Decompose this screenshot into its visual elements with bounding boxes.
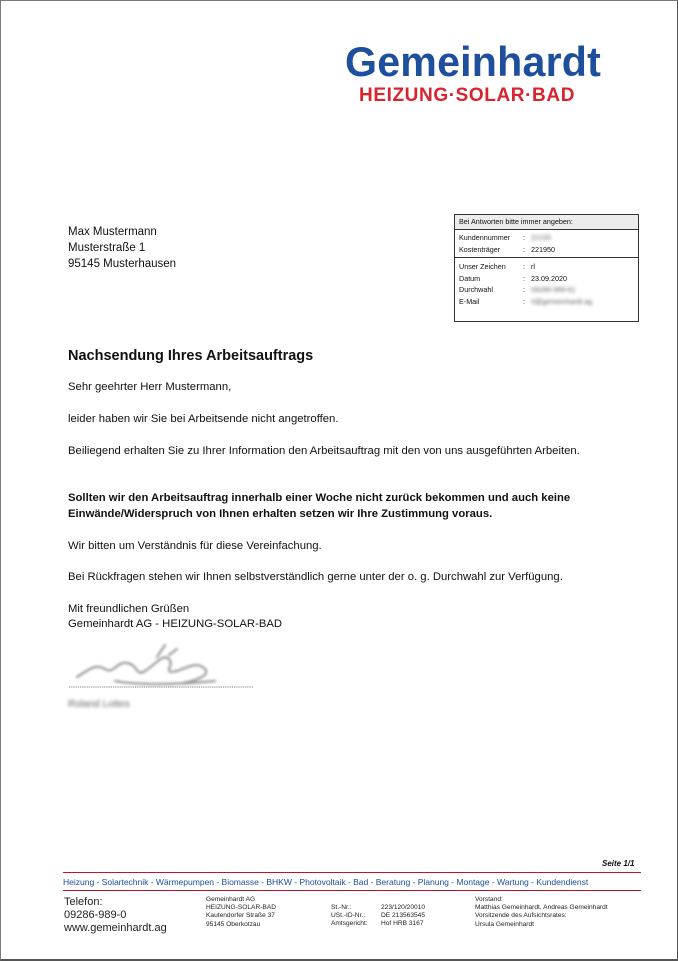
recipient-name: Max Mustermann bbox=[68, 226, 157, 238]
paragraph-not-met: leider haben wir Sie bei Arbeitsende nicht angetroffen. bbox=[68, 413, 339, 425]
reference-row bbox=[459, 296, 634, 308]
closing: Mit freundlichen Grüßen bbox=[68, 603, 190, 615]
email-value: rl@gemeinhardt.ag bbox=[531, 296, 593, 306]
reference-label: Kundennummer bbox=[459, 233, 511, 242]
recipient-street: Musterstraße 1 bbox=[68, 242, 146, 254]
tax-value: Hof HRB 3167 bbox=[381, 920, 424, 928]
reference-row bbox=[459, 261, 634, 273]
reference-row bbox=[459, 284, 634, 296]
footer-board-line: Vorstand: bbox=[475, 896, 503, 903]
footer-divider-bottom bbox=[63, 890, 641, 891]
customer-number-value: 22155 bbox=[531, 233, 551, 242]
reference-row bbox=[459, 273, 634, 285]
footer-address-line: 95145 Oberkotzau bbox=[206, 920, 261, 928]
tax-row bbox=[331, 920, 425, 928]
footer-address-line: HEIZUNG-SOLAR-BAD bbox=[206, 904, 276, 912]
salutation: Sehr geehrter Herr Mustermann, bbox=[68, 381, 232, 393]
tax-row bbox=[331, 912, 425, 920]
reference-group-customer bbox=[455, 230, 638, 255]
extension-value: 09286-989-61 bbox=[531, 285, 576, 294]
logo-wordmark: Gemeinhardt bbox=[345, 38, 602, 85]
footer-board-line: Ursula Gemeinhardt bbox=[475, 920, 535, 928]
reference-box bbox=[454, 214, 639, 322]
footer-contact bbox=[64, 896, 167, 935]
footer-address-line: Kautendorfer Straße 37 bbox=[206, 912, 275, 920]
paragraph-consent-notice: Sollten wir den Arbeitsauftrag innerhalb einer Woche nicht zurück bekommen und auch keine Einwände/Widerspruch von Ihnen erhalten setzen wir Ihre Zustimmung voraus. bbox=[68, 492, 571, 520]
footer-tax-info bbox=[331, 904, 425, 929]
website-link[interactable]: www.gemeinhardt.ag bbox=[64, 922, 167, 934]
phone-number: 09286-989-0 bbox=[64, 909, 127, 921]
reference-separator: : bbox=[523, 285, 525, 294]
reference-box-header: Bei Antworten bitte immer angeben: bbox=[455, 215, 638, 230]
paragraph-understanding: Wir bitten um Verständnis für diese Vereinfachung. bbox=[68, 540, 322, 552]
reference-label: Durchwahl bbox=[459, 285, 493, 294]
services-line: Heizung - Solartechnik - Wärmepumpen - Biomasse - BHKW - Photovoltaik - Bad - Beratung - Planung - Montage - Wartung - Kundendienst bbox=[63, 877, 589, 887]
phone-label: Telefon: bbox=[64, 896, 103, 908]
paragraph-enclosure: Beiliegend erhalten Sie zu Ihrer Information den Arbeitsauftrag mit den von uns ausgeführten Arbeiten. bbox=[68, 445, 580, 457]
reference-group-contact bbox=[455, 257, 638, 307]
reference-separator: : bbox=[523, 296, 525, 306]
footer-board-line: Matthias Gemeinhardt, Andreas Gemeinhardt bbox=[475, 904, 608, 912]
reference-separator: : bbox=[523, 273, 525, 283]
logo-tagline: HEIZUNG·SOLAR·BAD bbox=[359, 85, 576, 106]
cost-unit-value: 221950 bbox=[531, 244, 555, 254]
tax-value: 223/120/20010 bbox=[381, 904, 426, 911]
tax-value: DE 213563545 bbox=[381, 912, 425, 920]
tax-label: USt.-ID-Nr.: bbox=[331, 912, 366, 920]
reference-separator: : bbox=[523, 233, 525, 242]
company-signature-line: Gemeinhardt AG - HEIZUNG-SOLAR-BAD bbox=[68, 618, 283, 630]
tax-row bbox=[331, 904, 425, 912]
reference-separator: : bbox=[523, 244, 525, 254]
date-value: 23.09.2020 bbox=[531, 273, 567, 283]
letter-subject: Nachsendung Ihres Arbeitsauftrags bbox=[68, 348, 314, 364]
signer-name: Roland Lottes bbox=[68, 699, 130, 710]
footer-divider-top bbox=[63, 872, 641, 873]
reference-label: Unser Zeichen bbox=[459, 262, 506, 271]
reference-label: E-Mail bbox=[459, 296, 480, 306]
our-reference-value: rl bbox=[531, 262, 535, 271]
reference-separator: : bbox=[523, 262, 525, 271]
paragraph-questions: Bei Rückfragen stehen wir Ihnen selbstverständlich gerne unter der o. g. Durchwahl zur Verfügung. bbox=[68, 571, 563, 583]
reference-label: Kostenträger bbox=[459, 244, 501, 254]
tax-label: Amtsgericht: bbox=[331, 920, 368, 928]
footer-board-line: Vorsitzende des Aufsichtsrates: bbox=[475, 912, 567, 920]
reference-row bbox=[459, 244, 634, 256]
company-logo bbox=[345, 39, 637, 107]
page-number: Seite 1/1 bbox=[602, 859, 635, 868]
tax-label: St.-Nr.: bbox=[331, 904, 352, 911]
reference-label: Datum bbox=[459, 273, 481, 283]
recipient-city: 95145 Musterhausen bbox=[68, 258, 177, 270]
footer-address-line: Gemeinhardt AG bbox=[206, 896, 256, 903]
footer-company-address bbox=[206, 896, 276, 929]
footer-board-info bbox=[475, 896, 608, 929]
recipient-address bbox=[68, 224, 176, 272]
reference-row bbox=[459, 232, 634, 244]
